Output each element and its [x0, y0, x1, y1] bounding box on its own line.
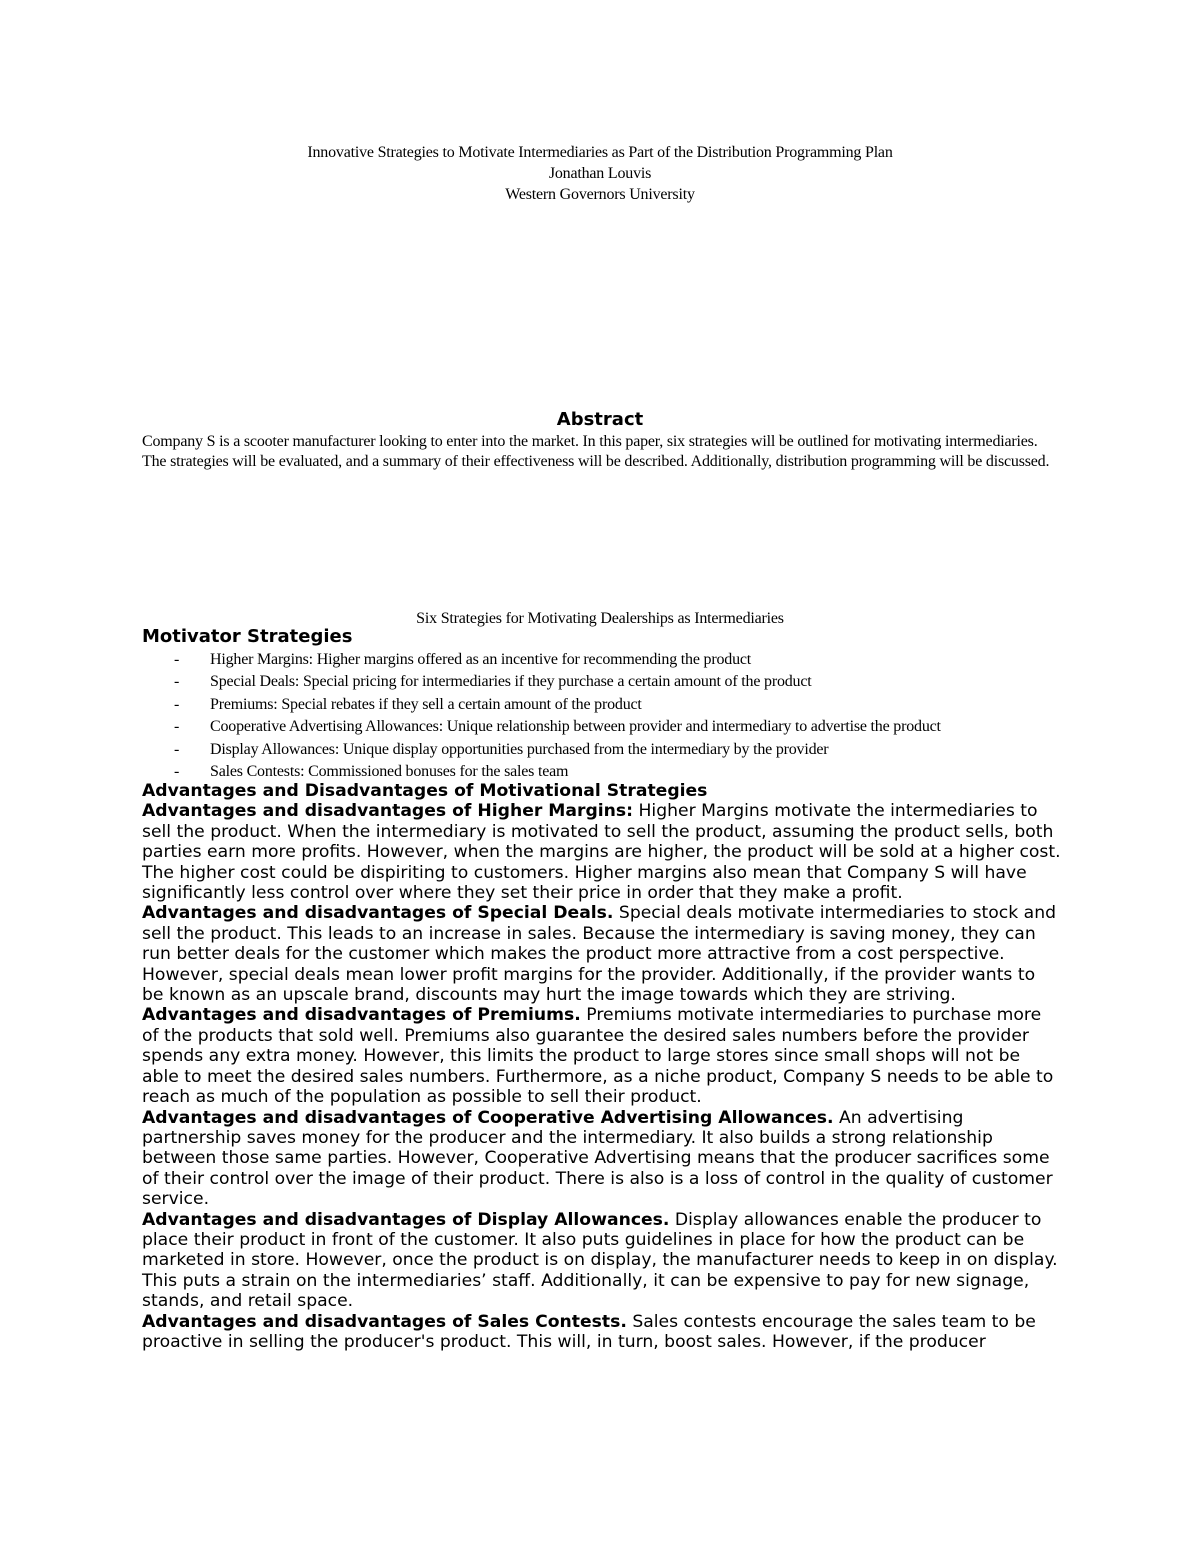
paragraph-text: Display allowances enable the producer to place their product in front of the customer. It also puts guidelines in place for how the product can be marketed in store. However, once the product is on display, the manufacturer needs to keep in on display. This puts a strain on the intermediaries’ staff. Additionally, it can be expensive to pay for new signage, stands, and retail space.: [142, 1209, 1058, 1312]
paragraph-text: An advertising partnership saves money for the producer and the intermediary. It also builds a strong relationship between those same parties. However, Cooperative Advertising means that the producer sacrifices some of their control over the image of their product. There is also is a loss of control in the quality of customer service.: [142, 1107, 1053, 1210]
advantage-paragraph: [142, 801, 1062, 903]
title-block: [140, 142, 1060, 205]
paragraph-lead: Advantages and disadvantages of Sales Contests.: [142, 1311, 627, 1332]
paragraph-lead: Advantages and disadvantages of Cooperative Advertising Allowances.: [142, 1107, 834, 1128]
author-name: Jonathan Louvis: [548, 165, 652, 182]
bullet-dash: -: [174, 740, 180, 758]
advantages-heading: Advantages and Disadvantages of Motivational Strategies: [142, 781, 708, 801]
paragraph-lead: Advantages and disadvantages of Special Deals.: [142, 903, 614, 924]
list-item: [142, 739, 1062, 761]
strategy-list: [142, 649, 1062, 783]
list-item: [142, 716, 1062, 738]
institution-name: Western Governors University: [505, 186, 695, 203]
list-item: [142, 761, 1062, 783]
bullet-dash: -: [174, 673, 180, 691]
paragraph-text: Premiums motivate intermediaries to purchase more of the products that sold well. Premiums also guarantee the desired sales numbers before the provider spends any extra money. However, this limits the product to large stores since small shops will not be able to meet the desired sales numbers. Furthermore, as a niche product, Company S needs to be able to reach as much of the population as possible to sell their product.: [142, 1005, 1054, 1108]
bullet-dash: -: [174, 762, 180, 780]
bullet-dash: -: [174, 651, 180, 668]
advantage-paragraph: [142, 1005, 1062, 1107]
paper-title: Innovative Strategies to Motivate Intermediaries as Part of the Distribution Programming Plan: [307, 144, 893, 161]
list-item-text: Display Allowances: Unique display opportunities purchased from the intermediary by the provider: [210, 740, 829, 758]
advantages-section: [142, 781, 1062, 1352]
advantage-paragraph: [142, 903, 1062, 1005]
abstract-body: Company S is a scooter manufacturer looking to enter into the market. In this paper, six strategies will be outlined for motivating intermediaries. The strategies will be evaluated, and a summary of their effectiveness will be described. Additionally, distribution programming will be discussed.: [142, 433, 1050, 470]
list-item-text: Special Deals: Special pricing for intermediaries if they purchase a certain amount of the product: [210, 673, 812, 691]
advantage-paragraph: [142, 1312, 1062, 1353]
list-item-text: Premiums: Special rebates if they sell a certain amount of the product: [210, 695, 642, 713]
paragraph-text: Sales contests encourage the sales team to be proactive in selling the producer's product. This will, in turn, boost sales. However, if the producer: [142, 1311, 1036, 1352]
bullet-dash: -: [174, 718, 180, 736]
bullet-dash: -: [174, 695, 180, 713]
paragraph-text: Higher Margins motivate the intermediaries to sell the product. When the intermediary is motivated to sell the product, assuming the product sells, both parties earn more profits. However, when the margins are higher, the product will be sold at a higher cost. The higher cost could be dispiriting to customers. Higher margins also mean that Company S will have significantly less control over where they set their price in order that they make a profit.: [142, 801, 1061, 904]
paragraph-lead: Advantages and disadvantages of Premiums.: [142, 1005, 581, 1026]
advantage-paragraph: [142, 1210, 1062, 1312]
strategies-heading: Six Strategies for Motivating Dealerships as Intermediaries: [416, 610, 784, 627]
list-item-text: Cooperative Advertising Allowances: Unique relationship between provider and intermediary to advertise the product: [210, 718, 941, 736]
motivator-strategies-heading: Motivator Strategies: [142, 626, 353, 647]
paragraph-text: Special deals motivate intermediaries to stock and sell the product. This leads to an increase in sales. Because the intermediary is saving money, they can run better deals for the customer which makes the product more attractive from a cost perspective. However, special deals mean lower profit margins for the provider. Additionally, if the provider wants to be known as an upscale brand, discounts may hurt the image towards which they are striving.: [142, 903, 1057, 1006]
advantage-paragraph: [142, 1108, 1062, 1210]
paragraph-lead: Advantages and disadvantages of Higher Margins:: [142, 801, 634, 822]
paragraph-lead: Advantages and disadvantages of Display Allowances.: [142, 1209, 670, 1230]
list-item-text: Higher Margins: Higher margins offered as an incentive for recommending the product: [210, 651, 752, 668]
list-item-text: Sales Contests: Commissioned bonuses for the sales team: [210, 762, 569, 780]
list-item: [142, 649, 1062, 671]
list-item: [142, 694, 1062, 716]
list-item: [142, 671, 1062, 693]
abstract-heading: Abstract: [556, 409, 644, 430]
